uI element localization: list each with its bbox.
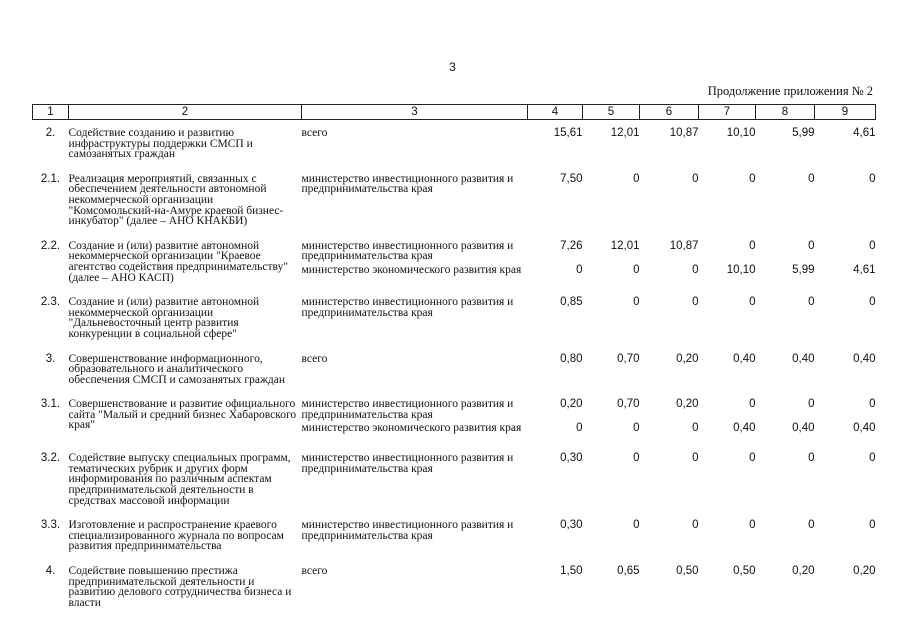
value-cell: 0 (869, 296, 876, 309)
value-col-8 (756, 289, 815, 345)
value-cell: 0 (749, 239, 756, 252)
value-cell: 7,50 (560, 172, 583, 185)
value-cell: 4,61 (853, 127, 876, 139)
table-body (33, 120, 876, 615)
header-cell-3: 3 (302, 105, 528, 120)
value-col-5 (583, 289, 640, 345)
value-cell: 0 (692, 296, 699, 309)
value-col-4 (528, 233, 583, 289)
executor-cell (302, 289, 528, 345)
row-number: 3.2. (40, 452, 61, 465)
row-number: 3.3. (40, 519, 61, 532)
activity-name: Создание и (или) развитие автономной некоммерческой организации "Дальневосточный центр развития конкуренции в социальной сфере" (68, 296, 260, 340)
value-col-9 (815, 558, 876, 614)
activity-name: Содействие повышению престижа предпринимательской деятельности и развитию делового сотрудничества бизнеса и власти (68, 565, 292, 609)
value-cell: 10,10 (726, 127, 756, 139)
table-row (33, 346, 876, 392)
value-cell: 0 (808, 452, 815, 465)
value-cell: 0 (633, 452, 640, 465)
header-cell-2: 2 (69, 105, 302, 120)
value-cell: 0 (576, 422, 583, 435)
continuation-note: Продолжение приложения № 2 (707, 84, 873, 98)
page-number: 3 (449, 60, 456, 74)
value-col-4 (528, 445, 583, 512)
table-row (33, 445, 876, 512)
table-row (33, 391, 876, 445)
table-header (33, 105, 876, 120)
value-cell: 0 (808, 519, 815, 532)
row-number: 3. (45, 352, 56, 365)
value-cell: 4,61 (853, 263, 876, 276)
value-col-8 (756, 346, 815, 392)
activity-name: Совершенствование и развитие официального сайта "Малый и средний бизнес Хабаровского края" (68, 398, 297, 432)
value-cell: 0,80 (560, 352, 583, 365)
executor-cell (302, 233, 528, 289)
value-cell: 0 (749, 452, 756, 465)
header-cell-1: 1 (33, 105, 69, 120)
value-cell: 10,87 (669, 239, 699, 252)
executor-cell (302, 391, 528, 445)
value-col-4 (528, 289, 583, 345)
header-row (33, 105, 876, 120)
executor-name: всего (301, 565, 328, 578)
activity-name: Содействие выпуску специальных программ, тематических рубрик и других форм информирования по различным аспектам предпринимательской деятельности в средствах массовой информации (68, 452, 291, 507)
value-cell: 0 (633, 172, 640, 185)
executor-cell (302, 166, 528, 233)
value-col-4 (528, 346, 583, 392)
value-col-9 (815, 233, 876, 289)
value-cell: 1,50 (560, 565, 583, 578)
value-cell: 0,20 (853, 565, 876, 578)
value-col-5 (583, 166, 640, 233)
row-number: 2. (45, 127, 56, 139)
executor-name: министерство инвестиционного развития и предпринимательства края (301, 296, 514, 319)
value-cell: 0,30 (560, 519, 583, 532)
header-cell-9: 9 (815, 105, 876, 120)
value-cell: 5,99 (792, 127, 815, 139)
value-col-8 (756, 233, 815, 289)
value-col-6 (640, 120, 699, 166)
header-cell-5: 5 (583, 105, 640, 120)
value-col-7 (699, 166, 756, 233)
funding-table (32, 104, 876, 614)
row-number: 2.2. (40, 239, 61, 252)
executor-name: министерство экономического развития края (301, 422, 522, 435)
executor-cell (302, 512, 528, 558)
value-cell: 0 (692, 519, 699, 532)
value-col-7 (699, 289, 756, 345)
value-col-7 (699, 445, 756, 512)
value-col-9 (815, 346, 876, 392)
value-col-7 (699, 346, 756, 392)
value-cell: 0,40 (853, 422, 876, 435)
value-cell: 0,40 (733, 422, 756, 435)
executor-cell (302, 558, 528, 614)
value-cell: 0 (808, 239, 815, 252)
row-number: 2.1. (40, 172, 61, 185)
value-col-9 (815, 445, 876, 512)
executor-name: министерство инвестиционного развития и предпринимательства края (301, 239, 514, 263)
value-col-9 (815, 289, 876, 345)
value-cell: 0 (749, 296, 756, 309)
value-col-5 (583, 233, 640, 289)
value-cell: 0 (692, 422, 699, 435)
table-row (33, 166, 876, 233)
value-cell: 0,30 (560, 452, 583, 465)
value-col-5 (583, 512, 640, 558)
value-cell: 12,01 (610, 127, 640, 139)
value-col-8 (756, 512, 815, 558)
table-row (33, 289, 876, 345)
value-cell: 10,10 (726, 263, 756, 276)
activity-name: Изготовление и распространение краевого специализированного журнала по вопросам развития предпринимательства (68, 519, 284, 553)
table-row (33, 233, 876, 289)
executor-cell (302, 346, 528, 392)
value-cell: 0,20 (792, 565, 815, 578)
executor-name: министерство инвестиционного развития и предпринимательства края (301, 519, 514, 542)
value-cell: 0 (692, 172, 699, 185)
value-cell: 0,20 (676, 398, 699, 411)
value-cell: 0 (808, 398, 815, 411)
value-cell: 0 (692, 263, 699, 276)
value-col-6 (640, 233, 699, 289)
value-col-7 (699, 391, 756, 445)
value-cell: 0,65 (617, 565, 640, 578)
value-col-5 (583, 120, 640, 166)
executor-name: министерство экономического развития края (301, 263, 522, 276)
value-col-6 (640, 391, 699, 445)
value-col-8 (756, 445, 815, 512)
value-cell: 0 (633, 519, 640, 532)
value-cell: 0 (633, 263, 640, 276)
activity-name: Содействие созданию и развитию инфраструктуры поддержки СМСП и самозанятых граждан (68, 127, 253, 161)
executor-name: министерство инвестиционного развития и предпринимательства края (301, 172, 514, 196)
value-col-6 (640, 289, 699, 345)
value-col-6 (640, 512, 699, 558)
executor-name: министерство инвестиционного развития и предпринимательства края (301, 398, 514, 421)
value-cell: 0 (808, 296, 815, 309)
value-cell: 10,87 (669, 127, 699, 139)
value-cell: 0 (869, 172, 876, 185)
value-cell: 0,40 (792, 352, 815, 365)
value-cell: 0 (749, 398, 756, 411)
value-cell: 0 (576, 263, 583, 276)
value-col-5 (583, 445, 640, 512)
value-cell: 7,26 (560, 239, 583, 252)
row-number: 2.3. (40, 296, 61, 309)
value-cell: 0,40 (733, 352, 756, 365)
activity-name: Создание и (или) развитие автономной некоммерческой организации "Краевое агентство содействия предпринимательству" (далее – АНО КАСП) (68, 239, 289, 284)
activity-name: Реализация мероприятий, связанных с обеспечением деятельности автономной некоммерческой организации "Комсомольский-на-Амуре краевой бизнес-инкубатор" (далее – АНО КНАКБИ) (68, 172, 284, 228)
value-col-4 (528, 558, 583, 614)
value-col-4 (528, 512, 583, 558)
value-cell: 0,70 (617, 398, 640, 411)
value-cell: 0,20 (676, 352, 699, 365)
value-col-4 (528, 391, 583, 445)
value-col-5 (583, 558, 640, 614)
executor-name: министерство инвестиционного развития и предпринимательства края (301, 452, 514, 475)
header-cell-4: 4 (528, 105, 583, 120)
value-cell: 0 (808, 172, 815, 185)
value-cell: 0 (692, 452, 699, 465)
value-col-8 (756, 391, 815, 445)
row-number: 3.1. (40, 398, 61, 411)
value-col-7 (699, 233, 756, 289)
value-col-9 (815, 512, 876, 558)
value-col-6 (640, 558, 699, 614)
value-cell: 0,40 (853, 352, 876, 365)
value-col-9 (815, 166, 876, 233)
value-cell: 0 (869, 398, 876, 411)
value-cell: 12,01 (610, 239, 640, 252)
value-col-7 (699, 512, 756, 558)
value-col-8 (756, 120, 815, 166)
value-col-7 (699, 120, 756, 166)
value-cell: 0,50 (676, 565, 699, 578)
table-row (33, 120, 876, 166)
value-cell: 0 (869, 519, 876, 532)
value-col-7 (699, 558, 756, 614)
value-cell: 0 (869, 239, 876, 252)
row-number: 4. (45, 565, 56, 578)
executor-name: всего (301, 127, 328, 139)
value-col-6 (640, 346, 699, 392)
value-col-4 (528, 166, 583, 233)
value-cell: 0,20 (560, 398, 583, 411)
header-cell-8: 8 (756, 105, 815, 120)
table-row (33, 512, 876, 558)
value-col-5 (583, 391, 640, 445)
value-col-6 (640, 445, 699, 512)
executor-cell (302, 120, 528, 166)
value-cell: 0,70 (617, 352, 640, 365)
value-cell: 0 (749, 172, 756, 185)
value-cell: 5,99 (792, 263, 815, 276)
value-cell: 0,40 (792, 422, 815, 435)
value-col-4 (528, 120, 583, 166)
value-cell: 15,61 (553, 127, 583, 139)
value-cell: 0,50 (733, 565, 756, 578)
value-col-8 (756, 166, 815, 233)
value-col-5 (583, 346, 640, 392)
value-col-9 (815, 120, 876, 166)
executor-cell (302, 445, 528, 512)
value-cell: 0,85 (560, 296, 583, 309)
value-col-8 (756, 558, 815, 614)
table-row (33, 558, 876, 614)
value-cell: 0 (749, 519, 756, 532)
value-cell: 0 (869, 452, 876, 465)
executor-name: всего (301, 352, 328, 365)
header-cell-7: 7 (699, 105, 756, 120)
header-cell-6: 6 (640, 105, 699, 120)
value-cell: 0 (633, 422, 640, 435)
value-cell: 0 (633, 296, 640, 309)
activity-name: Совершенствование информационного, образовательного и аналитического обеспечения СМСП и самозанятых граждан (68, 352, 286, 386)
value-col-9 (815, 391, 876, 445)
value-col-6 (640, 166, 699, 233)
